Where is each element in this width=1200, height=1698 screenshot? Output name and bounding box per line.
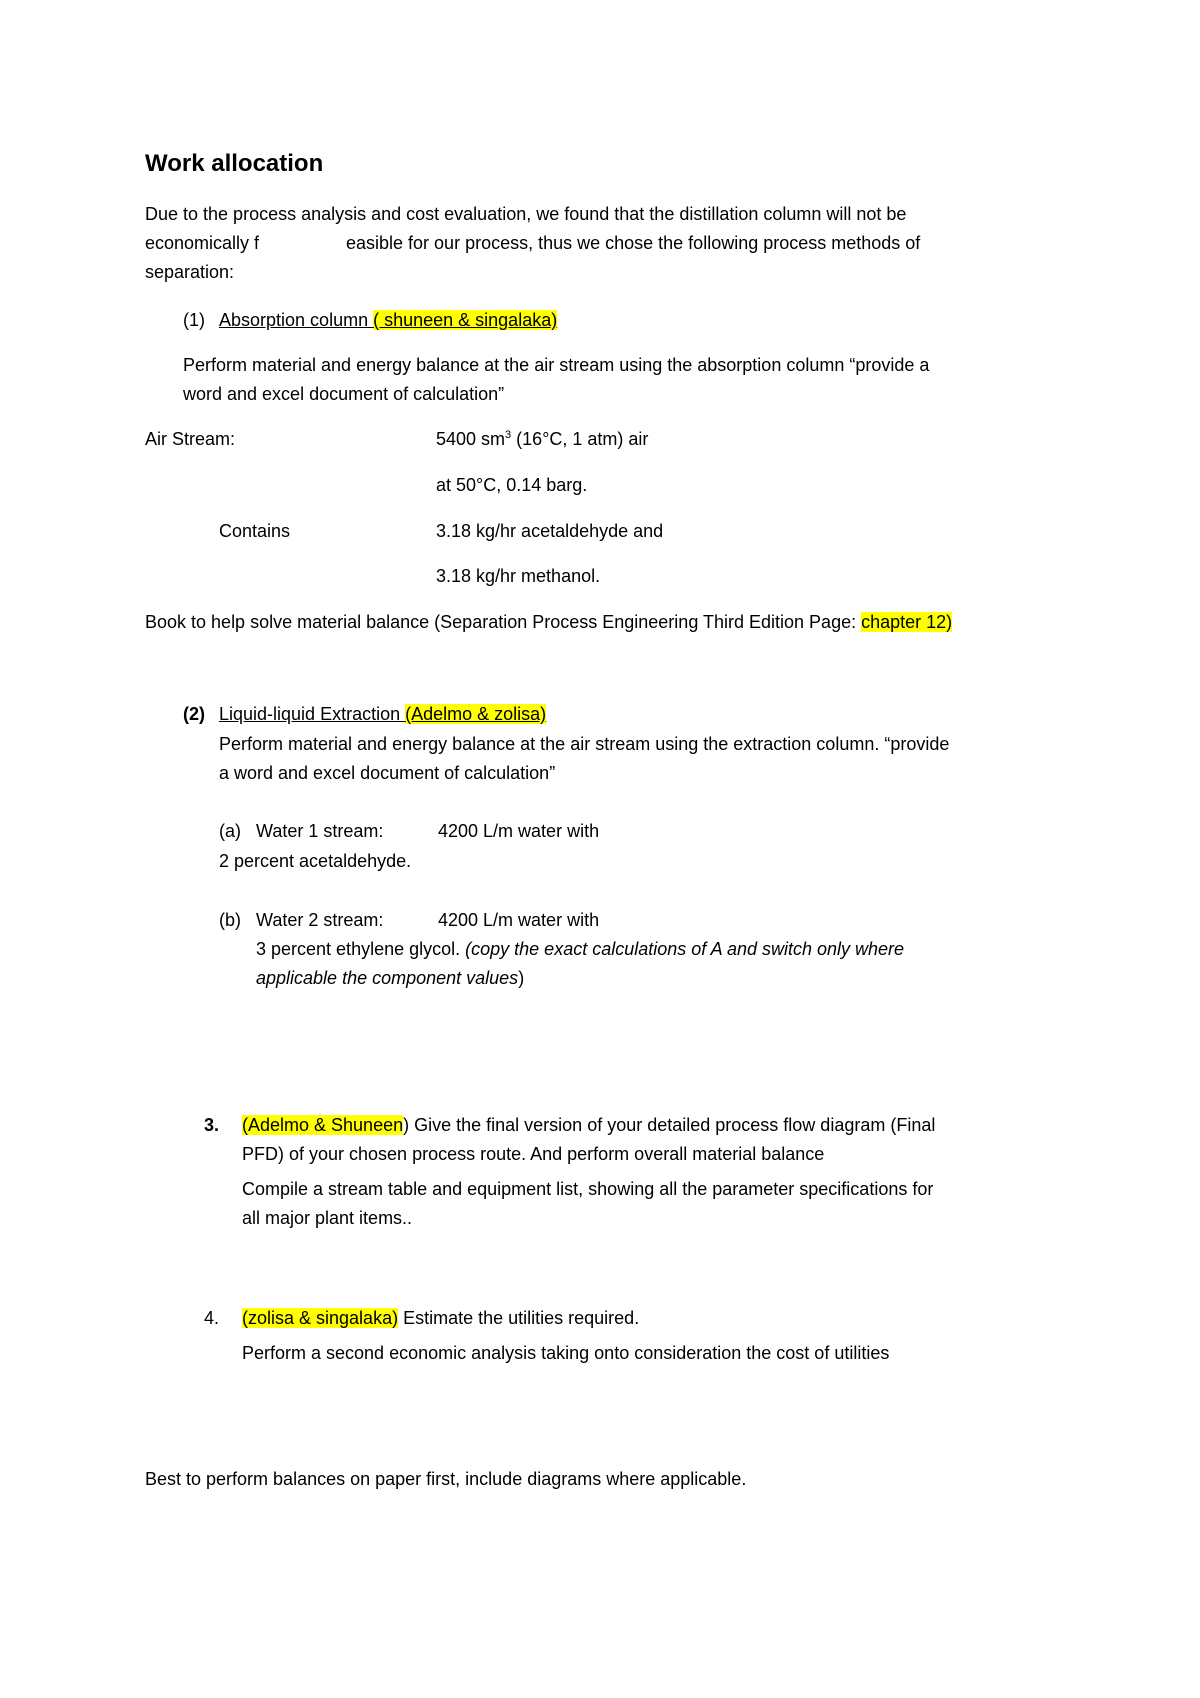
contains-value-1: 3.18 kg/hr acetaldehyde and (436, 521, 664, 541)
book-reference-text: Book to help solve material balance (Separation Process Engineering Third Edition Page: (145, 612, 862, 632)
item-a-value: 4200 L/m water with (438, 821, 600, 841)
task3-line-1-text: ) Give the final version of your detailed process flow diagram (Final (403, 1115, 936, 1135)
item-b-line-2 (256, 938, 904, 960)
air-stream-flow-sup: 3 (505, 429, 512, 441)
task4-number: 4. (204, 1308, 220, 1328)
intro-line-1: Due to the process analysis and cost evaluation, we found that the distillation column will not be (145, 204, 907, 224)
task2-assignees: (Adelmo & zolisa) (405, 704, 547, 724)
task1-number: (1) (183, 310, 205, 330)
intro-line-3: separation: (145, 262, 235, 282)
item-b-line-2-text: 3 percent ethylene glycol. (256, 939, 466, 959)
air-stream-conditions: (16°C, 1 atm) air (511, 429, 649, 449)
item-b-note: (copy the exact calculations of A and switch only where (465, 939, 905, 959)
air-stream-value-2: at 50°C, 0.14 barg. (436, 475, 588, 495)
intro-line-2b: easible for our process, thus we chose the following process methods of (346, 233, 921, 253)
intro-line-2a: economically f (145, 233, 260, 253)
task3-assignees: (Adelmo & Shuneen (242, 1115, 404, 1135)
task1-desc-1: Perform material and energy balance at the air stream using the absorption column “provide a (183, 355, 930, 375)
task3-line-4: all major plant items.. (242, 1208, 413, 1228)
item-a-label: (a) (219, 821, 241, 841)
air-stream-label: Air Stream: (145, 429, 236, 449)
item-b-line-3 (256, 967, 524, 989)
task4-line-1 (242, 1307, 639, 1329)
item-b-stream: Water 2 stream: (256, 910, 384, 930)
air-stream-flow: 5400 sm (436, 429, 506, 449)
task1-assignees: ( shuneen & singalaka) (373, 310, 558, 330)
contains-label: Contains (219, 521, 291, 541)
footer-note: Best to perform balances on paper first, include diagrams where applicable. (145, 1469, 747, 1489)
task2-desc-1: Perform material and energy balance at the air stream using the extraction column. “provide (219, 734, 950, 754)
item-a-stream: Water 1 stream: (256, 821, 384, 841)
task2-heading (219, 703, 546, 725)
task2-number: (2) (183, 704, 205, 724)
item-b-note-cont: applicable the component values (256, 968, 519, 988)
task3-line-1 (242, 1114, 935, 1136)
item-b-value: 4200 L/m water with (438, 910, 600, 930)
task2-desc-2: a word and excel document of calculation” (219, 763, 556, 783)
task3-number: 3. (204, 1115, 220, 1135)
task1-desc-2: word and excel document of calculation” (183, 384, 505, 404)
item-b-note-end: ) (518, 968, 525, 988)
air-stream-value-1 (436, 428, 648, 450)
task2-heading-text: Liquid-liquid Extraction (219, 704, 406, 724)
item-b-label: (b) (219, 910, 241, 930)
book-reference (145, 611, 952, 633)
contains-value-2: 3.18 kg/hr methanol. (436, 566, 601, 586)
book-chapter: chapter 12) (861, 612, 953, 632)
task4-assignees: (zolisa & singalaka) (242, 1308, 399, 1328)
task1-heading (219, 309, 557, 331)
task1-heading-text: Absorption column (219, 310, 374, 330)
task3-line-3: Compile a stream table and equipment list, showing all the parameter specifications for (242, 1179, 934, 1199)
item-a-line-2: 2 percent acetaldehyde. (219, 851, 412, 871)
task3-line-2: PFD) of your chosen process route. And perform overall material balance (242, 1144, 825, 1164)
task4-line-2: Perform a second economic analysis taking onto consideration the cost of utilities (242, 1343, 890, 1363)
page-title: Work allocation (145, 150, 324, 177)
task4-line-1-text: Estimate the utilities required. (398, 1308, 640, 1328)
